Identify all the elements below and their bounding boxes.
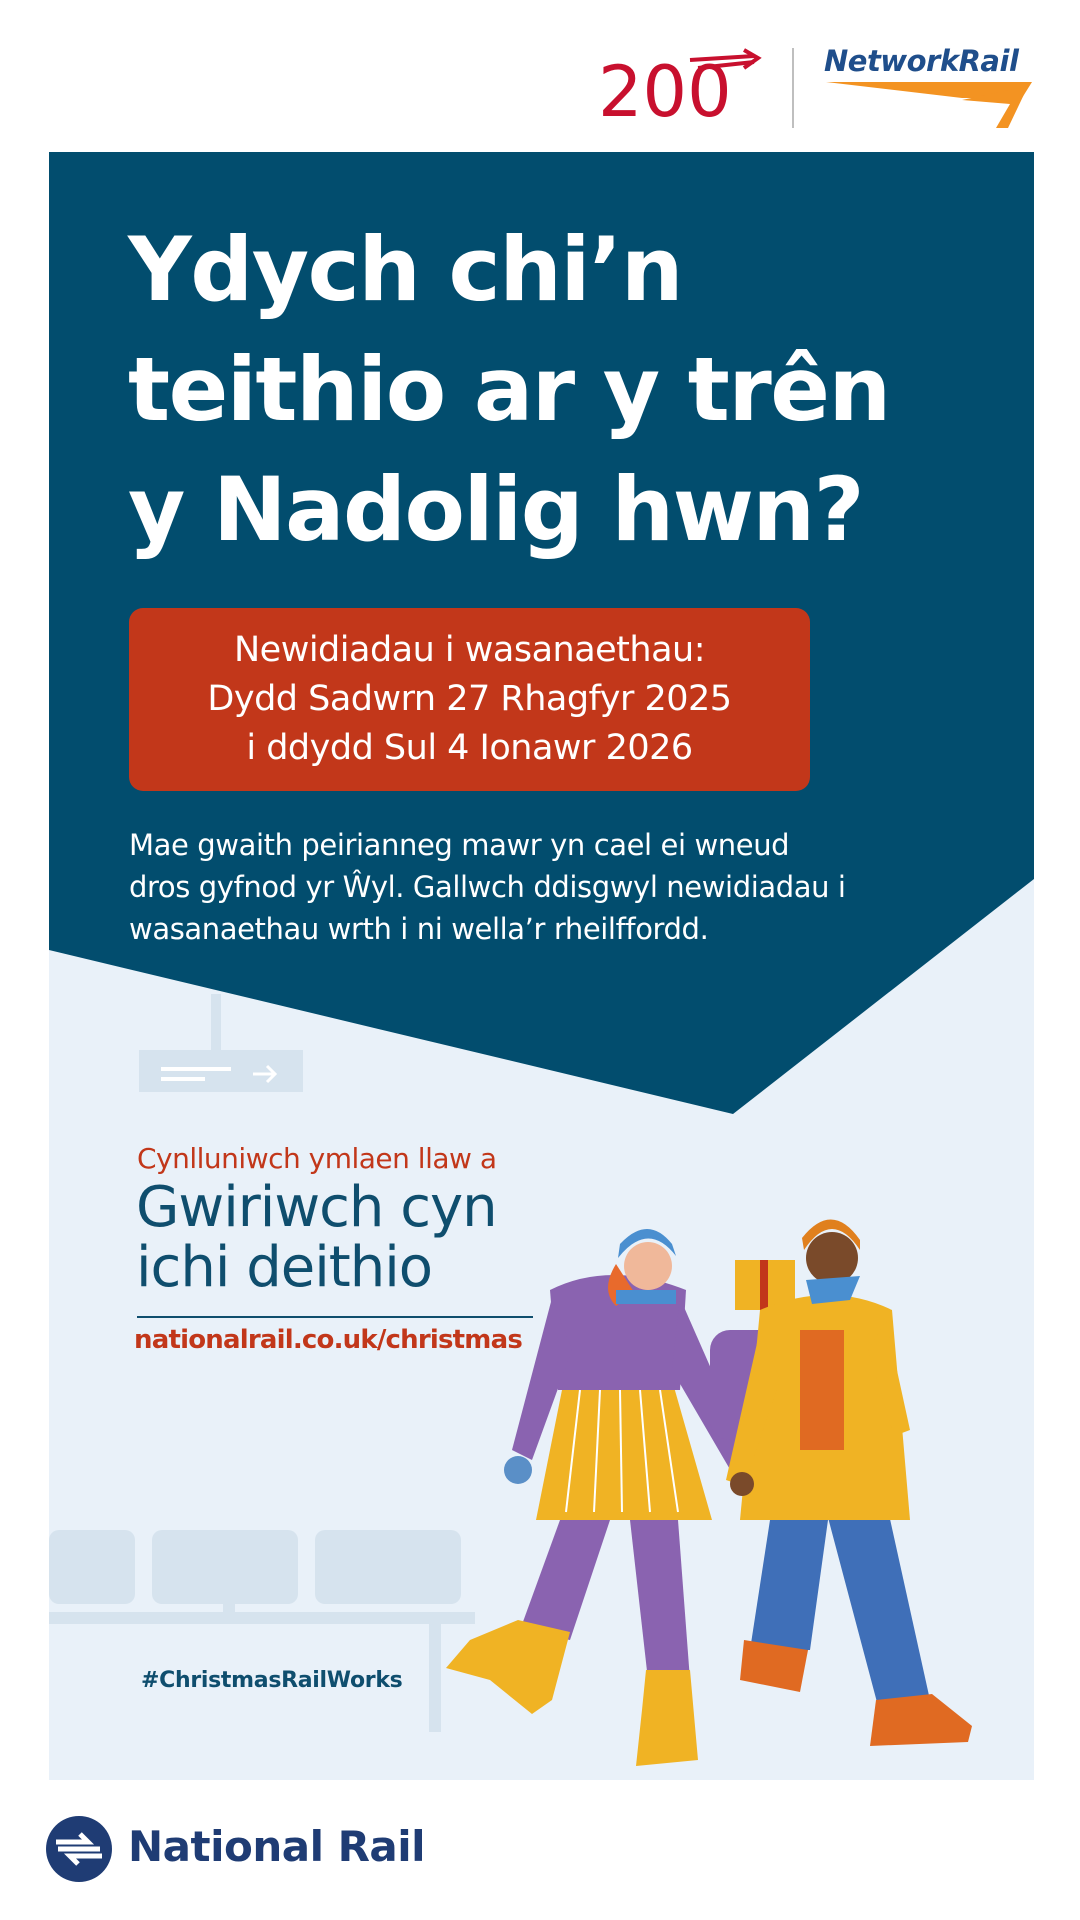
network-rail-wordmark: NetworkRail: [824, 44, 1019, 78]
rail-200-logo: [594, 46, 762, 128]
service-changes-title: Newidiadau i wasanaethau:: [233, 630, 706, 670]
service-changes-start: Dydd Sadwrn 27 Rhagfyr 2025: [207, 679, 732, 719]
headline-line: Ydych chi’n: [128, 218, 683, 321]
national-rail-wordmark: National Rail: [128, 1822, 426, 1871]
headline: [128, 210, 928, 570]
national-rail-double-arrow-icon: [46, 1816, 112, 1882]
cta-title-line: Gwiriwch cyn: [136, 1175, 497, 1240]
service-changes-end: i ddydd Sul 4 Ionawr 2026: [246, 728, 693, 768]
engineering-notice: [129, 824, 949, 950]
headline-line: teithio ar y trên: [128, 338, 890, 441]
notice-line: Mae gwaith peirianneg mawr yn cael ei wneud: [129, 828, 790, 862]
svg-text:200: 200: [598, 51, 732, 128]
notice-line: dros gyfnod yr Ŵyl. Gallwch ddisgwyl newidiadau i: [129, 870, 846, 904]
travellers-illustration: [440, 1180, 1040, 1780]
network-rail-logo: [822, 44, 1040, 132]
cta-title-line: ichi deithio: [136, 1235, 433, 1300]
service-changes-box: [129, 608, 810, 791]
network-rail-arrow-icon: [822, 78, 1040, 132]
logo-divider: [792, 48, 794, 128]
notice-line: wasanaethau wrth i ni wella’r rheilffordd.: [129, 912, 709, 946]
hashtag: #ChristmasRailWorks: [141, 1668, 403, 1693]
christmas-info-link[interactable]: nationalrail.co.uk/christmas: [134, 1325, 523, 1355]
headline-line: y Nadolig hwn?: [128, 458, 864, 561]
plan-ahead-text: Cynlluniwch ymlaen llaw a: [137, 1142, 497, 1175]
